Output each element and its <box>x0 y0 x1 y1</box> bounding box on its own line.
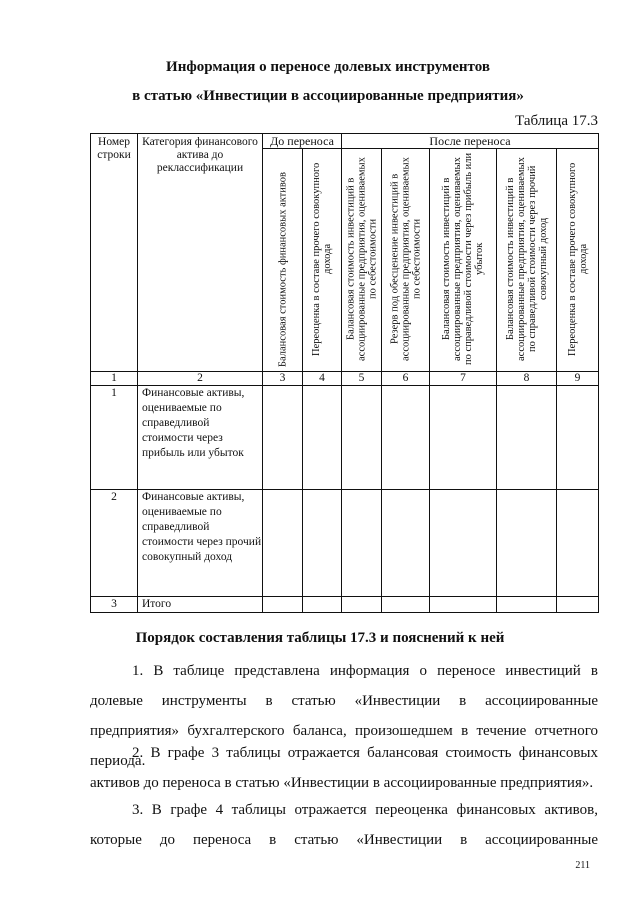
empty-cell <box>303 597 342 613</box>
header-after-transfer: После переноса <box>342 134 599 149</box>
column-number: 8 <box>497 372 557 386</box>
empty-cell <box>497 490 557 597</box>
header-col-9-text: Переоценка в составе прочего совокупного дохода <box>566 162 589 356</box>
header-col-5 <box>342 149 382 372</box>
section-title: Порядок составления таблицы 17.3 и пояснений к ней <box>135 630 505 646</box>
empty-cell <box>382 490 430 597</box>
column-number: 1 <box>91 372 138 386</box>
header-col-3 <box>263 149 303 372</box>
empty-cell <box>497 597 557 613</box>
header-col-8 <box>497 149 557 372</box>
header-col-6-text: Резерв под обесценение инвестиций в ассоциированные предприятия, оцениваемых по себестоимости <box>389 157 422 361</box>
column-number: 4 <box>303 372 342 386</box>
empty-cell <box>303 386 342 490</box>
row-category: Финансовые активы, оцениваемые по справедливой стоимости через прибыль или убыток <box>138 386 263 490</box>
paragraph-2: 2. В графе 3 таблицы отражается балансовая стоимость финансовых активов до переноса в статью «Инвестиции в ассоциированные предприятия». <box>90 745 598 791</box>
page-number: 211 <box>575 860 590 871</box>
column-numbers-row <box>91 372 599 386</box>
column-number: 6 <box>382 372 430 386</box>
header-col-6 <box>382 149 430 372</box>
empty-cell <box>497 386 557 490</box>
row-number: 3 <box>91 597 138 613</box>
table-row <box>91 386 599 490</box>
empty-cell <box>382 597 430 613</box>
empty-cell <box>430 597 497 613</box>
column-number: 2 <box>138 372 263 386</box>
empty-cell <box>342 597 382 613</box>
empty-cell <box>263 490 303 597</box>
header-row-number: Номер строки <box>91 134 138 372</box>
paragraph-1: 1. В таблице представлена информация о переносе инвестиций в долевые инструменты в статью «Инвестиции в ассоциированные предприятия» бухгалтерского баланса, произошедшем в течение отчетного периода. <box>90 663 598 769</box>
empty-cell <box>382 386 430 490</box>
empty-cell <box>430 386 497 490</box>
row-number: 2 <box>91 490 138 597</box>
header-col-4 <box>303 149 342 372</box>
table-label: Таблица 17.3 <box>515 113 598 129</box>
column-number: 3 <box>263 372 303 386</box>
paragraph-3: 3. В графе 4 таблицы отражается переоценка финансовых активов, которые до переноса в статью «Инвестиции в ассоциированные <box>90 802 598 848</box>
empty-cell <box>303 490 342 597</box>
table-row <box>91 597 599 613</box>
header-col-7 <box>430 149 497 372</box>
row-number: 1 <box>91 386 138 490</box>
column-number: 5 <box>342 372 382 386</box>
empty-cell <box>557 490 599 597</box>
row-category: Финансовые активы, оцениваемые по справедливой стоимости через прочий совокупный доход <box>138 490 263 597</box>
header-col-8-text: Балансовая стоимость инвестиций в ассоциированные предприятия, оцениваемых по справедливой стоимости через прочий совокупный доход <box>504 157 549 361</box>
header-col-7-text: Балансовая стоимость инвестиций в ассоциированные предприятия, оцениваемых по справедливой стоимости через прибыль или убыток <box>441 152 485 366</box>
document-title-line-2: в статью «Инвестиции в ассоциированные предприятия» <box>132 88 524 104</box>
header-col-4-text: Переоценка в составе прочего совокупного дохода <box>311 162 333 356</box>
header-col-3-text: Балансовая стоимость финансовых активов <box>277 172 288 367</box>
empty-cell <box>557 386 599 490</box>
empty-cell <box>342 490 382 597</box>
header-before-transfer: До переноса <box>263 134 342 149</box>
column-number: 7 <box>430 372 497 386</box>
empty-cell <box>263 597 303 613</box>
reclassification-table <box>90 133 599 613</box>
column-number: 9 <box>557 372 599 386</box>
header-category: Категория финансового актива до реклассификации <box>138 134 263 372</box>
empty-cell <box>342 386 382 490</box>
empty-cell <box>263 386 303 490</box>
empty-cell <box>430 490 497 597</box>
row-category: Итого <box>138 597 263 613</box>
header-col-5-text: Балансовая стоимость инвестиций в ассоциированные предприятия, оцениваемых по себестоимости <box>345 157 378 361</box>
empty-cell <box>557 597 599 613</box>
document-title-line-1: Информация о переносе долевых инструментов <box>166 59 490 75</box>
table-row <box>91 490 599 597</box>
header-col-9 <box>557 149 599 372</box>
